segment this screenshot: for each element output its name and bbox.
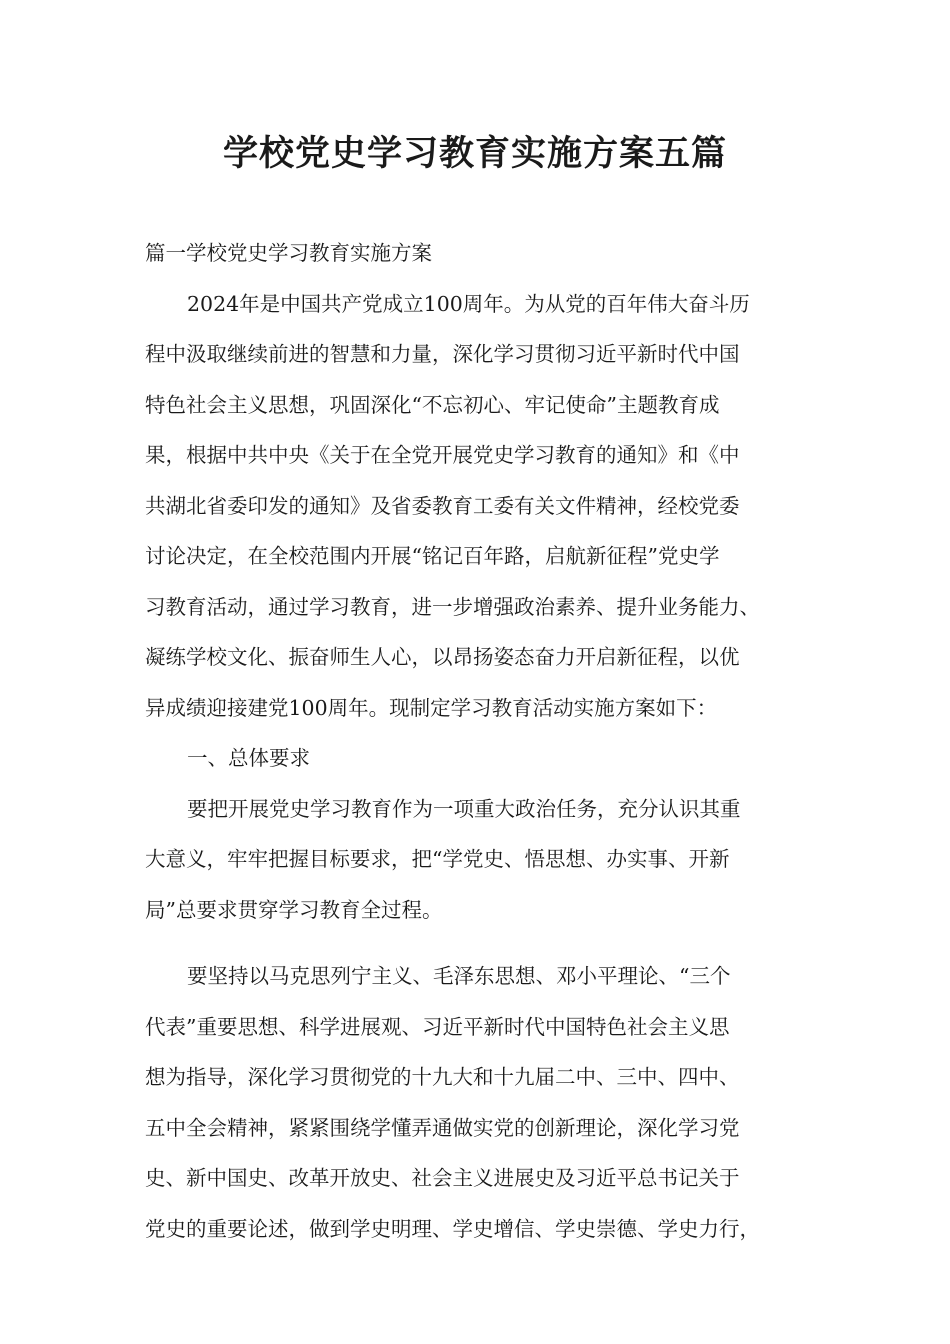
text-line: 习教育活动，通过学习教育，进一步增强政治素养、提升业务能力、 (145, 594, 760, 619)
text-line: 想为指导，深化学习贯彻党的十九大和十九届二中、三中、四中、 (145, 1065, 740, 1089)
text-line: 局”总要求贯穿学习教育全过程。 (145, 897, 443, 922)
text-line: 一、总体要求 (187, 746, 310, 770)
text-line: 篇一学校党史学习教育实施方案 (145, 241, 432, 265)
text-line: 要坚持以马克思列宁主义、毛泽东思想、邓小平理论、“三个 (187, 964, 731, 988)
text-line: 共湖北省委印发的通知》及省委教育工委有关文件精神，经校党委 (145, 493, 740, 518)
text-line: 代表”重要思想、科学进展观、习近平新时代中国特色社会主义思 (145, 1014, 730, 1039)
text-line: 要把开展党史学习教育作为一项重大政治任务，充分认识其重 (187, 796, 741, 821)
paragraph-gap (145, 935, 831, 951)
text-line: 史、新中国史、改革开放史、社会主义进展史及习近平总书记关于 (145, 1166, 740, 1190)
text-line: 讨论决定，在全校范围内开展“铭记百年路，启航新征程”党史学 (145, 544, 720, 568)
text-line: 异成绩迎接建党100周年。现制定学习教育活动实施方案如下： (145, 695, 718, 720)
text-line: 五中全会精神，紧紧围绕学懂弄通做实党的创新理论，深化学习党 (145, 1115, 740, 1140)
text-line: 特色社会主义思想，巩固深化“不忘初心、牢记使命”主题教育成 (145, 392, 720, 417)
text-line: 党史的重要论述，做到学史明理、学史增信、学史崇德、学史力行， (145, 1216, 760, 1241)
text-line: 程中汲取继续前进的智慧和力量，深化学习贯彻习近平新时代中国 (145, 342, 740, 366)
text-line: 2024年是中国共产党成立100周年。为从党的百年伟大奋斗历 (187, 291, 750, 316)
text-line: 大意义，牢牢把握目标要求，把“学党史、悟思想、办实事、开新 (145, 847, 730, 871)
document-title: 学校党史学习教育实施方案五篇 (222, 133, 727, 174)
text-line: 凝练学校文化、振奋师生人心，以昂扬姿态奋力开启新征程，以优 (145, 645, 740, 669)
text-line: 果，根据中共中央《关于在全党开展党史学习教育的通知》和《中 (145, 443, 740, 467)
document-body (145, 228, 831, 1254)
